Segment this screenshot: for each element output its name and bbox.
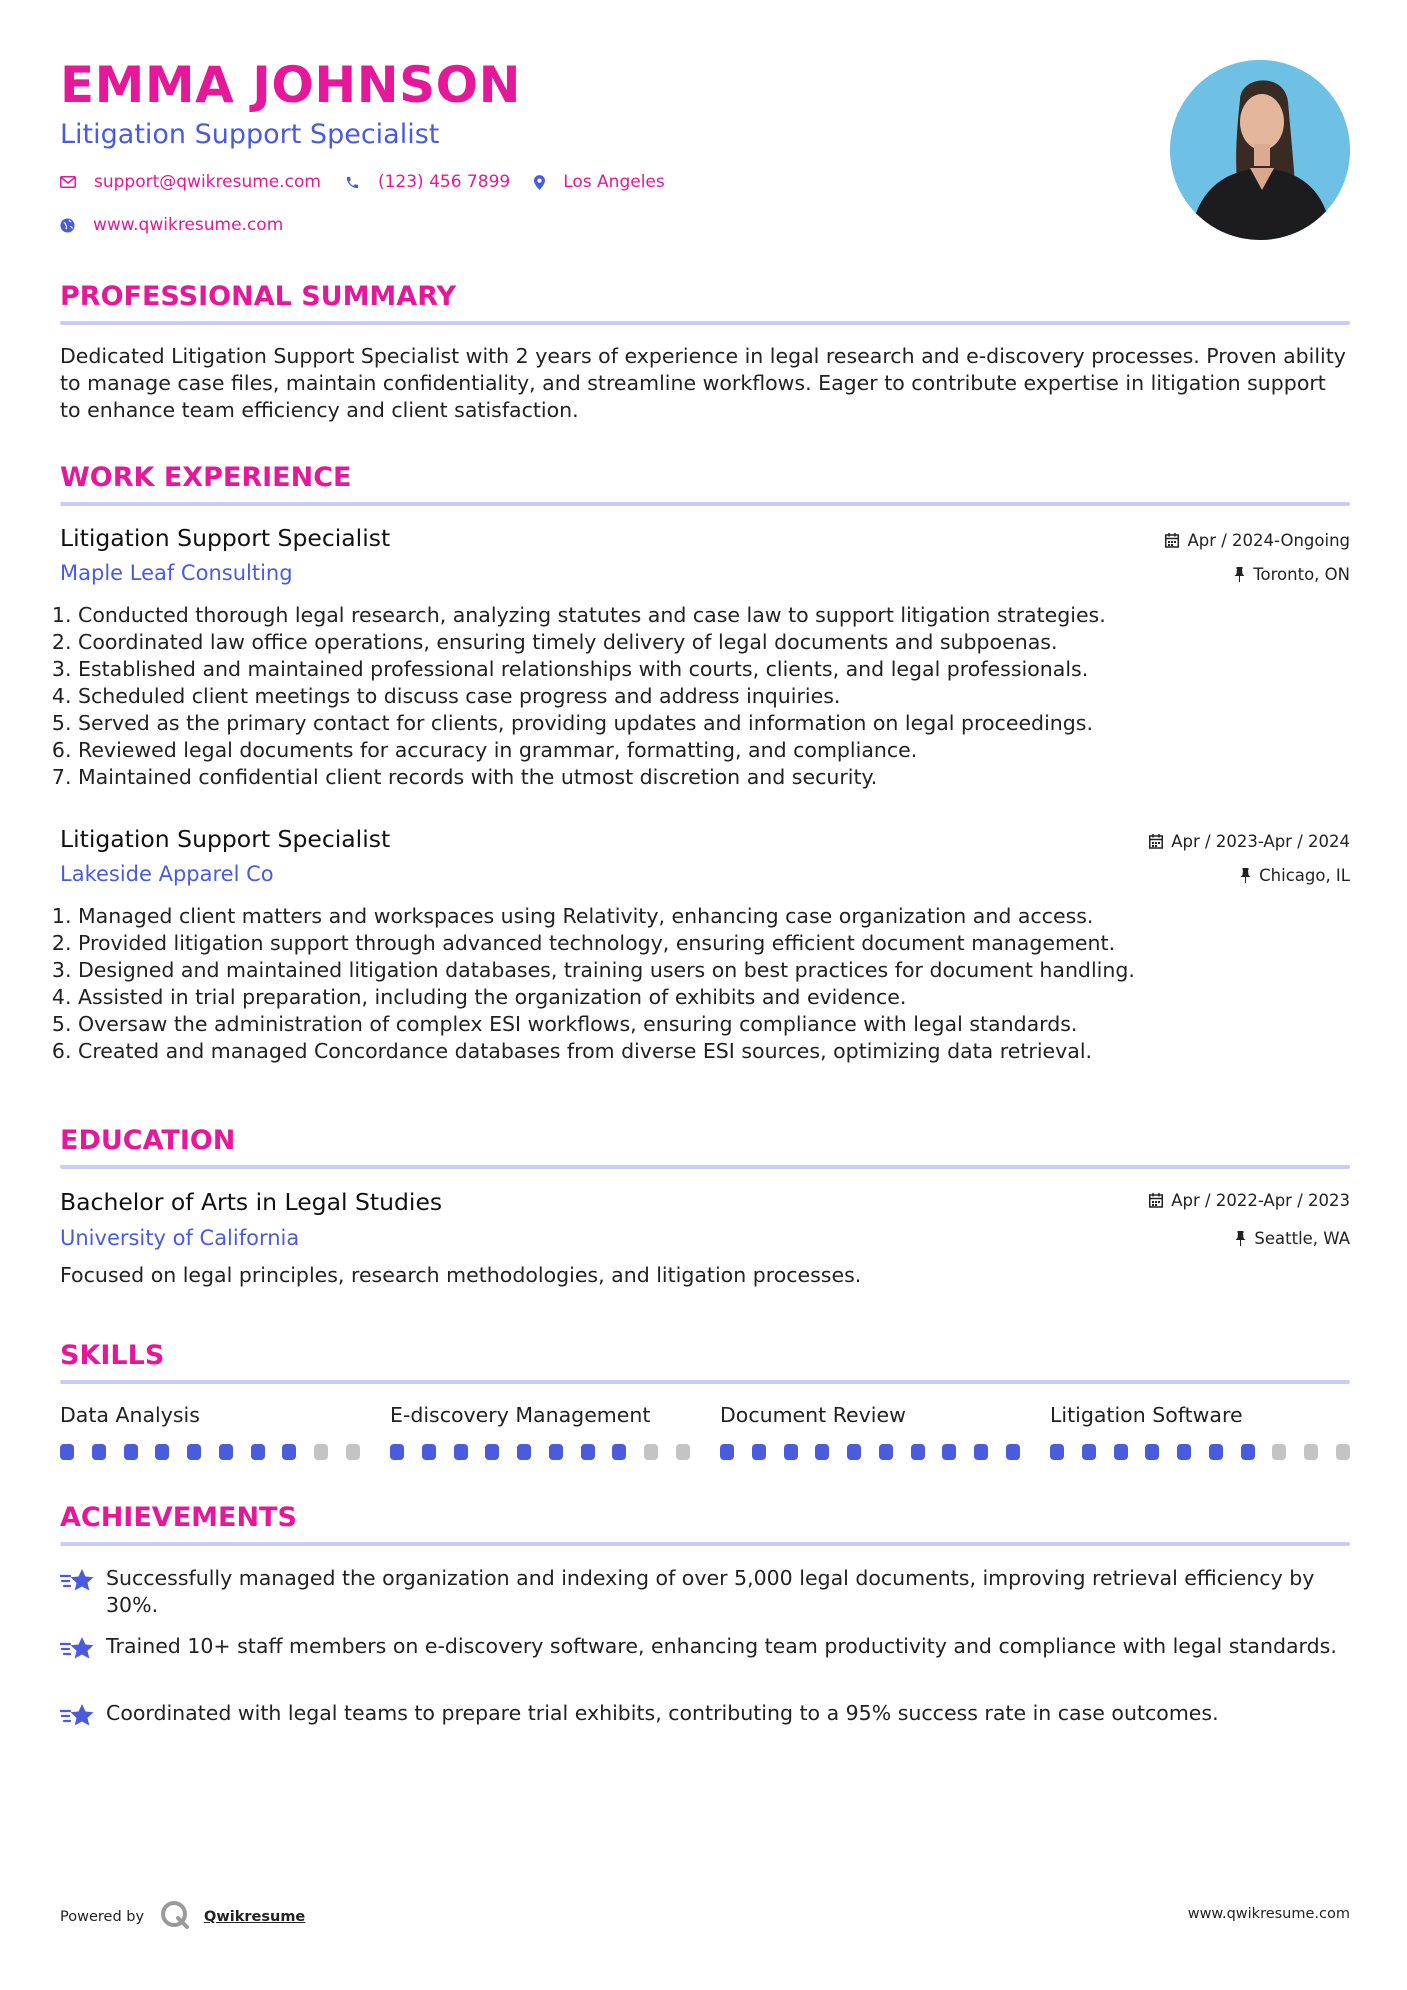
job-title: Litigation Support Specialist — [60, 825, 391, 853]
resume-page — [60, 0, 1350, 1990]
skill-dot-filled — [752, 1444, 766, 1460]
skill-dot-filled — [517, 1444, 531, 1460]
pushpin-icon — [1234, 567, 1245, 582]
skill-dot-empty — [1304, 1444, 1318, 1460]
contact-row — [60, 172, 689, 192]
phone-text: (123) 456 7899 — [377, 172, 511, 192]
skill-rating — [390, 1444, 690, 1460]
qwikresume-logo-icon — [160, 1900, 190, 1934]
skill-dot-filled — [1050, 1444, 1064, 1460]
skill-dot-filled — [1209, 1444, 1223, 1460]
achievement-item — [60, 1633, 1350, 1667]
bullet-item: 2. Coordinated law office operations, ensuring timely delivery of legal documents and subpoenas. — [78, 629, 1358, 656]
star-burst-icon — [60, 1702, 96, 1734]
job-location-text: Toronto, ON — [1253, 565, 1350, 584]
skill-dot-filled — [1082, 1444, 1096, 1460]
skill-dot-filled — [219, 1444, 233, 1460]
qwikresume-link[interactable]: Qwikresume — [204, 1909, 306, 1925]
bullet-item: 6. Created and managed Concordance databases from diverse ESI sources, optimizing data retrieval. — [78, 1038, 1358, 1065]
job-dates-text: Apr / 2024-Ongoing — [1187, 531, 1350, 550]
calendar-icon — [1149, 834, 1163, 849]
calendar-icon — [1165, 533, 1179, 548]
skill-dot-filled — [1145, 1444, 1159, 1460]
bullet-item: 5. Oversaw the administration of complex ESI workflows, ensuring compliance with legal standards. — [78, 1011, 1358, 1038]
skill-dot-filled — [549, 1444, 563, 1460]
skill-dot-filled — [612, 1444, 626, 1460]
website-text: www.qwikresume.com — [93, 215, 284, 235]
job-location — [1234, 565, 1350, 585]
achievement-text: Successfully managed the organization and indexing of over 5,000 legal documents, improving retrieval efficiency by 30%. — [106, 1566, 1315, 1617]
bullet-item: 4. Assisted in trial preparation, including the organization of exhibits and evidence. — [78, 984, 1358, 1011]
footer-powered-by — [60, 1900, 305, 1934]
job-dates — [1149, 832, 1350, 852]
skill-dot-filled — [155, 1444, 169, 1460]
degree-title: Bachelor of Arts in Legal Studies — [60, 1188, 443, 1216]
bullet-item: 4. Scheduled client meetings to discuss case progress and address inquiries. — [78, 683, 1358, 710]
skill-dot-filled — [124, 1444, 138, 1460]
skill-dot-filled — [1241, 1444, 1255, 1460]
envelope-icon — [60, 176, 76, 188]
skill-dot-filled — [974, 1444, 988, 1460]
job-bullets — [60, 602, 1358, 791]
skill-rating — [60, 1444, 360, 1460]
skill-rating — [1050, 1444, 1350, 1460]
skill-dot-filled — [1177, 1444, 1191, 1460]
skill-dot-filled — [485, 1444, 499, 1460]
location-contact — [534, 172, 665, 192]
bullet-item: 6. Reviewed legal documents for accuracy in grammar, formatting, and compliance. — [78, 737, 1358, 764]
skill-dot-filled — [187, 1444, 201, 1460]
skill-dot-filled — [1114, 1444, 1128, 1460]
skill-item — [60, 1403, 360, 1460]
achievement-item — [60, 1700, 1350, 1734]
skill-dot-filled — [879, 1444, 893, 1460]
bullet-item: 2. Provided litigation support through advanced technology, ensuring efficient document management. — [78, 930, 1358, 957]
job-location-text: Chicago, IL — [1259, 866, 1350, 885]
skill-name: Data Analysis — [60, 1403, 200, 1427]
bullet-item: 1. Conducted thorough legal research, analyzing statutes and case law to support litigation strategies. — [78, 602, 1358, 629]
bullet-item: 5. Served as the primary contact for clients, providing updates and information on legal proceedings. — [78, 710, 1358, 737]
email-contact[interactable] — [60, 172, 321, 192]
email-text: support@qwikresume.com — [94, 172, 321, 192]
school-name: University of California — [60, 1226, 300, 1250]
bullet-item: 3. Designed and maintained litigation databases, training users on best practices for document handling. — [78, 957, 1358, 984]
website-row — [60, 215, 307, 235]
skill-dot-empty — [346, 1444, 360, 1460]
skill-name: E-discovery Management — [390, 1403, 651, 1427]
achievement-item — [60, 1565, 1350, 1619]
skill-dot-filled — [454, 1444, 468, 1460]
section-divider — [60, 502, 1350, 506]
skill-dot-filled — [92, 1444, 106, 1460]
skill-rating — [720, 1444, 1020, 1460]
section-divider — [60, 1542, 1350, 1546]
education-location-text: Seattle, WA — [1254, 1229, 1350, 1248]
section-divider — [60, 1380, 1350, 1384]
skill-dot-filled — [251, 1444, 265, 1460]
skill-item — [720, 1403, 1020, 1460]
skill-dot-filled — [815, 1444, 829, 1460]
skill-dot-filled — [60, 1444, 74, 1460]
job-bullets — [60, 903, 1358, 1065]
education-dates — [1149, 1191, 1350, 1211]
skill-dot-filled — [784, 1444, 798, 1460]
section-divider — [60, 321, 1350, 325]
skill-dot-empty — [314, 1444, 328, 1460]
website-contact[interactable] — [60, 215, 283, 235]
phone-icon — [345, 175, 360, 190]
skill-dot-filled — [1006, 1444, 1020, 1460]
skill-item — [390, 1403, 690, 1460]
powered-by-label: Powered by — [60, 1909, 145, 1925]
company-name: Maple Leaf Consulting — [60, 561, 293, 585]
skill-name: Document Review — [720, 1403, 906, 1427]
section-divider — [60, 1165, 1350, 1169]
job-dates-text: Apr / 2023-Apr / 2024 — [1171, 832, 1350, 851]
skill-dot-filled — [847, 1444, 861, 1460]
company-name: Lakeside Apparel Co — [60, 862, 274, 886]
skill-dot-filled — [911, 1444, 925, 1460]
star-burst-icon — [60, 1567, 96, 1599]
calendar-icon — [1149, 1193, 1163, 1208]
skill-dot-empty — [1272, 1444, 1286, 1460]
bullet-item: 1. Managed client matters and workspaces using Relativity, enhancing case organization and access. — [78, 903, 1358, 930]
skill-dot-filled — [720, 1444, 734, 1460]
achievement-text: Trained 10+ staff members on e-discovery software, enhancing team productivity and compliance with legal standards. — [106, 1634, 1337, 1658]
phone-contact[interactable] — [345, 172, 510, 192]
skill-dot-filled — [581, 1444, 595, 1460]
location-text: Los Angeles — [563, 172, 665, 192]
map-pin-icon — [534, 175, 545, 190]
skill-dot-filled — [282, 1444, 296, 1460]
pushpin-icon — [1235, 1231, 1246, 1246]
job-title: Litigation Support Specialist — [60, 524, 391, 552]
skill-dot-empty — [676, 1444, 690, 1460]
skill-item — [1050, 1403, 1350, 1460]
education-description: Focused on legal principles, research methodologies, and litigation processes. — [60, 1263, 862, 1287]
bullet-item: 7. Maintained confidential client records with the utmost discretion and security. — [78, 764, 1358, 791]
globe-icon — [60, 218, 75, 233]
education-heading: EDUCATION — [60, 1125, 236, 1156]
skill-dot-filled — [942, 1444, 956, 1460]
skill-dot-filled — [390, 1444, 404, 1460]
experience-heading: WORK EXPERIENCE — [60, 462, 352, 493]
summary-heading: PROFESSIONAL SUMMARY — [60, 281, 457, 312]
education-location — [1235, 1229, 1350, 1249]
education-dates-text: Apr / 2022-Apr / 2023 — [1171, 1191, 1350, 1210]
skill-dot-empty — [1336, 1444, 1350, 1460]
skill-dot-empty — [644, 1444, 658, 1460]
candidate-name: EMMA JOHNSON — [60, 56, 521, 114]
achievements-heading: ACHIEVEMENTS — [60, 1502, 297, 1533]
footer-url[interactable]: www.qwikresume.com — [1187, 1906, 1350, 1922]
skills-heading: SKILLS — [60, 1340, 165, 1371]
profile-photo — [1170, 60, 1350, 240]
bullet-item: 3. Established and maintained professional relationships with courts, clients, and legal professionals. — [78, 656, 1358, 683]
candidate-title: Litigation Support Specialist — [60, 119, 440, 150]
summary-text: Dedicated Litigation Support Specialist with 2 years of experience in legal research and e-discovery processes. Proven ability to manage case files, maintain confidentiality, and streamline workflows. Eager to contribute expertise in litigation support to enhance team efficiency and client satisfaction. — [60, 344, 1346, 422]
skill-name: Litigation Software — [1050, 1403, 1243, 1427]
job-dates — [1165, 531, 1350, 551]
achievement-text: Coordinated with legal teams to prepare trial exhibits, contributing to a 95% success rate in case outcomes. — [106, 1701, 1219, 1725]
pushpin-icon — [1240, 868, 1251, 883]
skill-dot-filled — [422, 1444, 436, 1460]
job-location — [1240, 866, 1350, 886]
star-burst-icon — [60, 1635, 96, 1667]
